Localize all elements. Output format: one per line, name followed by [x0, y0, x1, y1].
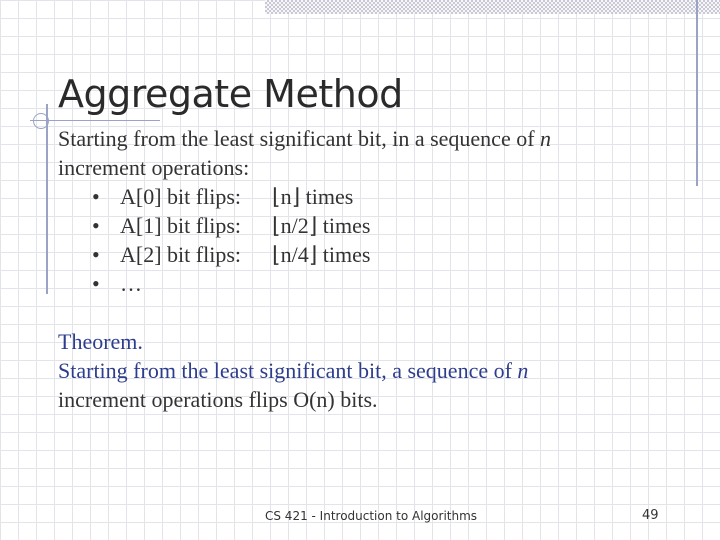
spacer — [58, 298, 678, 327]
right-divider-line — [696, 0, 698, 186]
theorem-heading: Theorem. — [58, 329, 143, 354]
flip-label: … — [120, 271, 142, 296]
flip-label: A[2] bit flips: — [120, 242, 241, 267]
intro-text: Starting from the least significant bit, in a sequence of — [58, 126, 541, 151]
left-divider-line — [46, 104, 48, 294]
page-number: 49 — [642, 508, 659, 523]
intro-line-1 — [58, 124, 678, 153]
slide-title: Aggregate Method — [58, 72, 403, 116]
theorem-text: Starting from the least significant bit, a sequence of — [58, 358, 518, 383]
slide-body — [58, 124, 678, 414]
intro-line-2: increment operations: — [58, 155, 250, 180]
list-item — [58, 182, 678, 211]
theorem-line-2: increment operations flips O(n) bits. — [58, 387, 378, 412]
list-item — [58, 211, 678, 240]
bullet-marker: • — [92, 271, 100, 296]
top-decoration-band — [265, 0, 720, 14]
theorem-var-n: n — [517, 358, 529, 383]
footer-course-name: CS 421 - Introduction to Algorithms — [265, 509, 478, 523]
crosshair-decoration — [33, 113, 49, 129]
flip-count: ⌊n⌋ times — [272, 184, 354, 209]
bit-flip-list — [58, 182, 678, 298]
title-underline — [30, 120, 160, 121]
bullet-marker: • — [92, 242, 100, 267]
list-item — [58, 240, 678, 269]
flip-label: A[1] bit flips: — [120, 213, 241, 238]
intro-var-n: n — [540, 126, 552, 151]
flip-count: ⌊n/2⌋ times — [272, 213, 371, 238]
bullet-marker: • — [92, 213, 100, 238]
bullet-marker: • — [92, 184, 100, 209]
theorem-line-1 — [58, 356, 678, 385]
list-item — [58, 269, 678, 298]
flip-label: A[0] bit flips: — [120, 184, 241, 209]
flip-count: ⌊n/4⌋ times — [272, 242, 371, 267]
